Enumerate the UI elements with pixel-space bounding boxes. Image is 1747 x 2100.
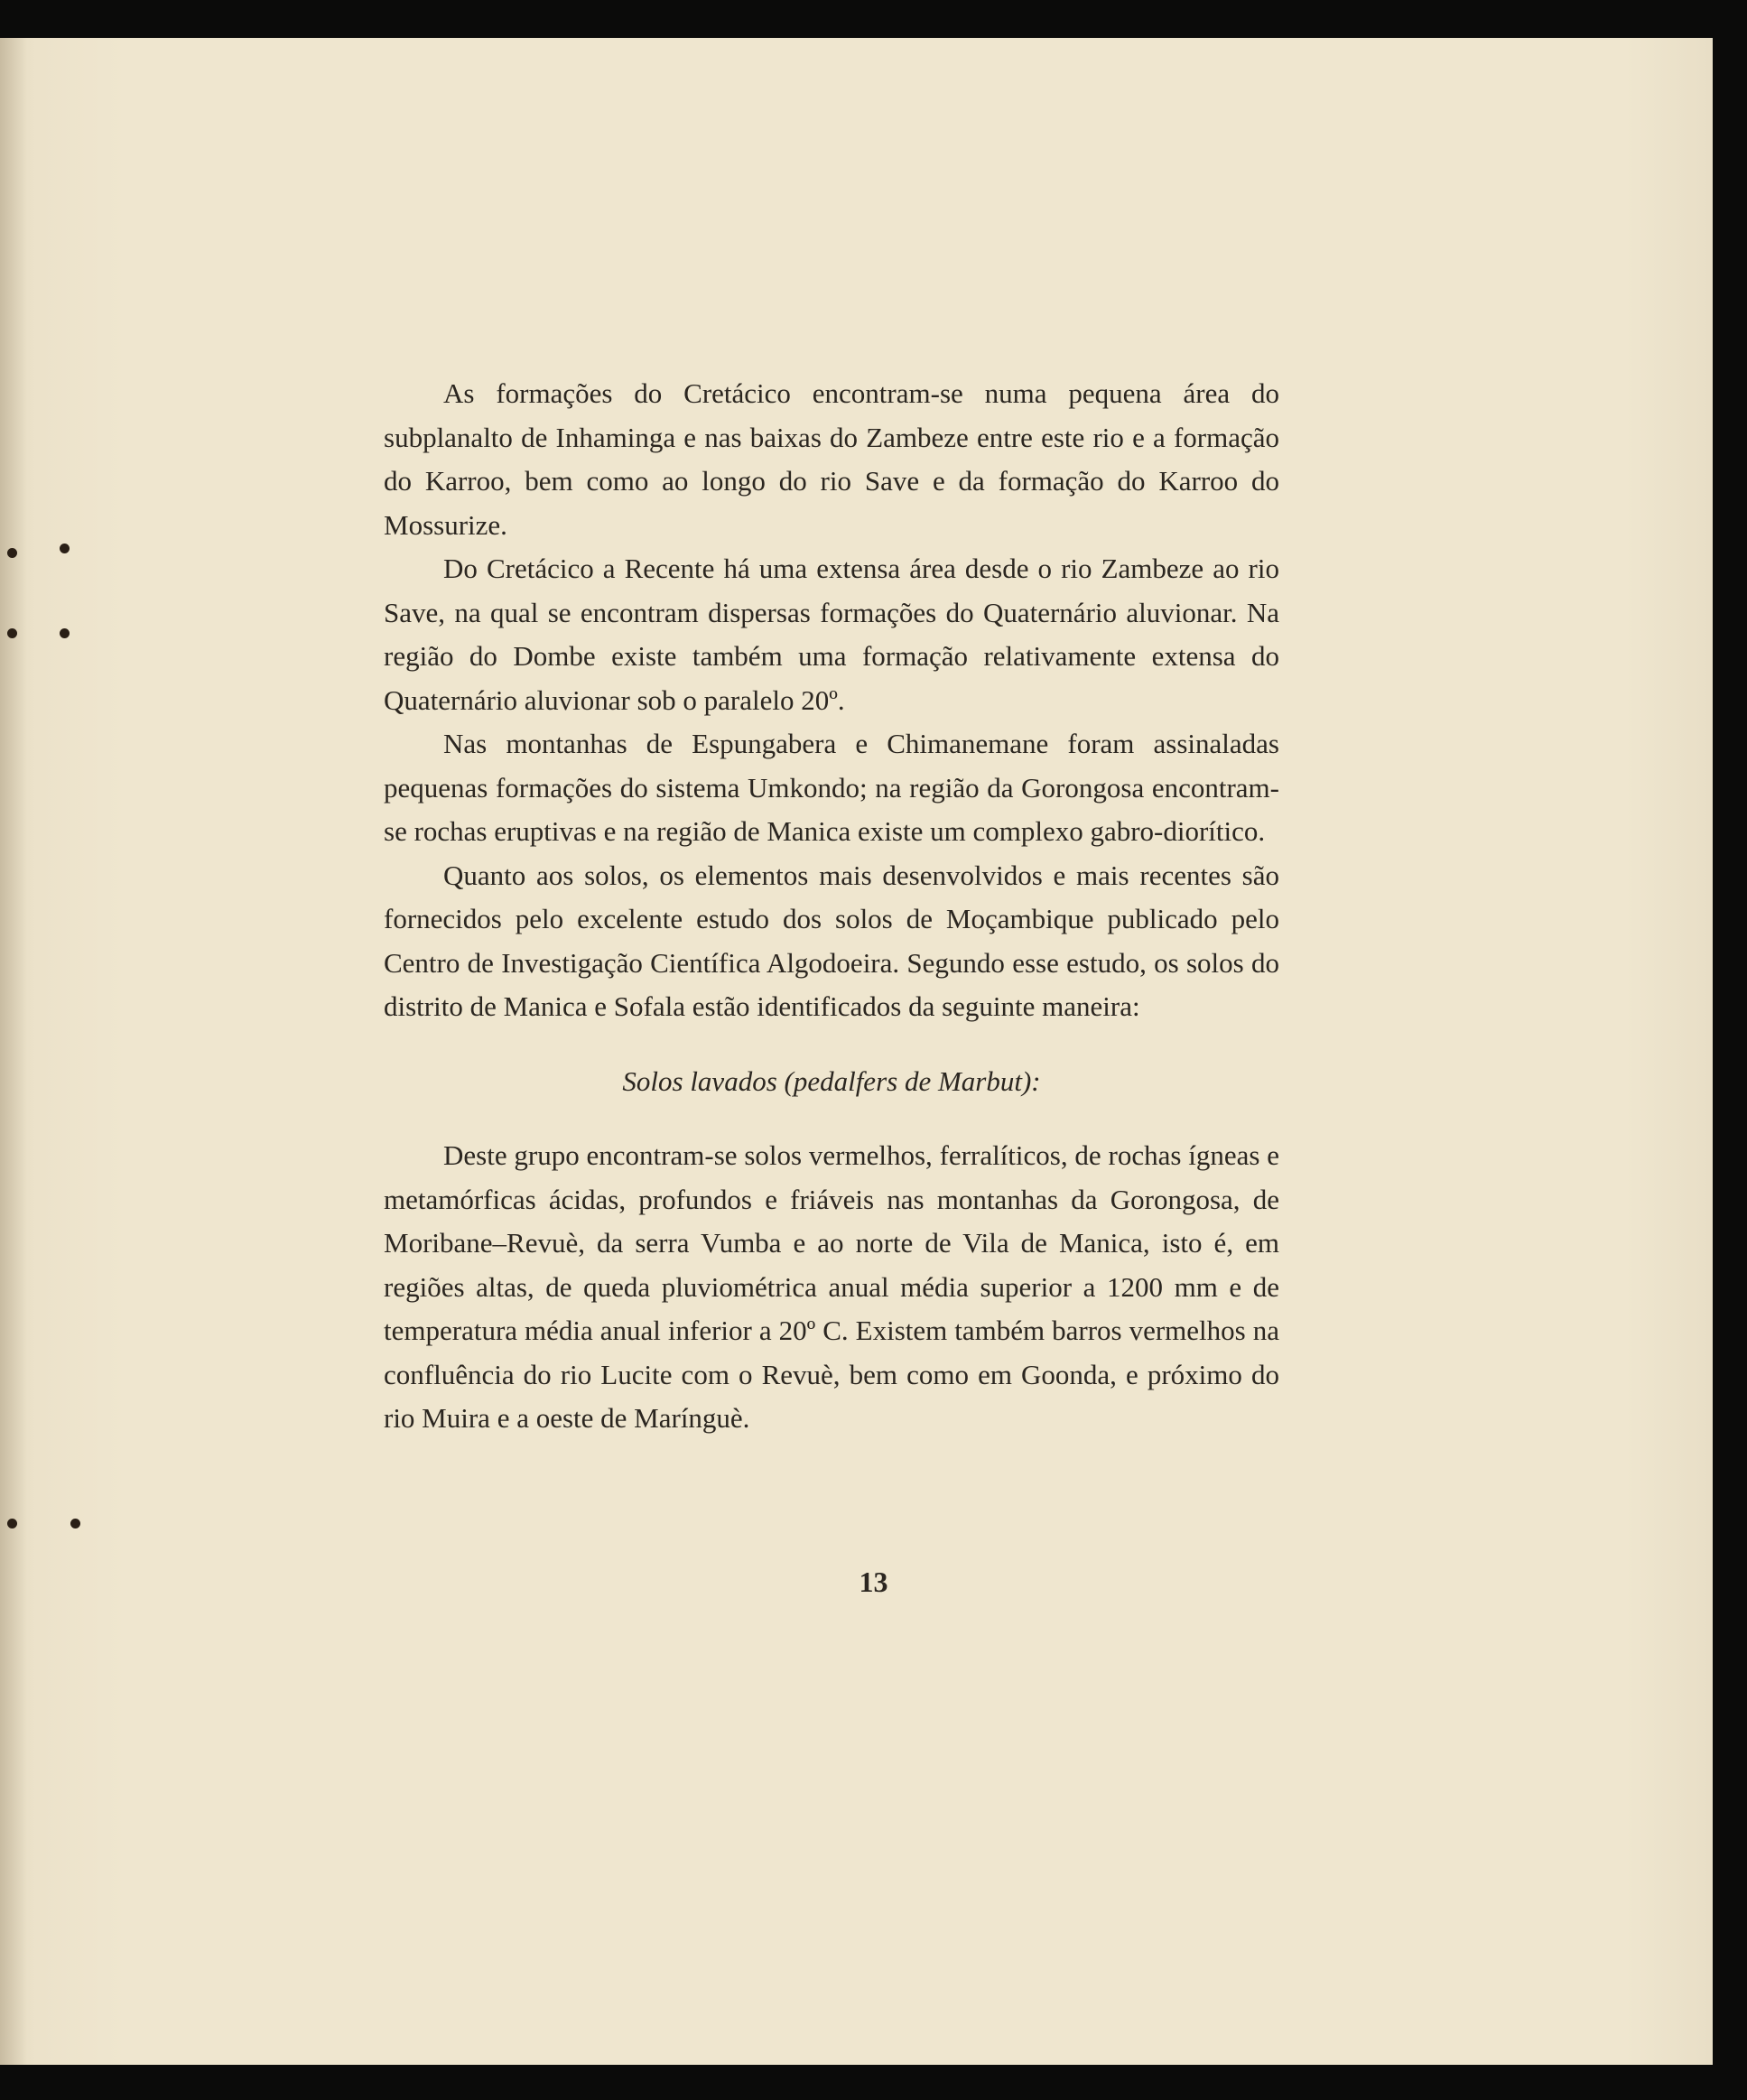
binding-hole <box>60 544 70 553</box>
book-page <box>0 38 1713 2065</box>
body-text <box>384 372 1279 1441</box>
paragraph: Do Cretácico a Recente há uma extensa área desde o rio Zambeze ao rio Save, na qual se encontram dispersas formações do Quaternário aluvionar. Na região do Dombe existe também uma formação relativamente extensa do Quaternário aluvionar sob o paralelo 20º. <box>384 553 1279 716</box>
paragraph: Deste grupo encontram-se solos vermelhos, ferralíticos, de rochas ígneas e metamórficas ácidas, profundos e friáveis nas montanhas da Gorongosa, de Moribane–Revuè, da serra Vumba e ao norte de Vila de Manica, isto é, em regiões altas, de queda pluviométrica anual média superior a 1200 mm e de temperatura média anual inferior a 20º C. Existem também barros vermelhos na confluência do rio Lucite com o Revuè, bem como em Goonda, e próximo do rio Muira e a oeste de Marínguè. <box>384 1139 1279 1434</box>
binding-hole <box>7 548 17 558</box>
paragraph: As formações do Cretácico encontram-se numa pequena área do subplanalto de Inhaminga e nas baixas do Zambeze entre este rio e a formação do Karroo, bem como ao longo do rio Save e da formação do Karroo do Mossurize. <box>384 377 1279 541</box>
paragraph: Nas montanhas de Espungabera e Chimanemane foram assinaladas pequenas formações do sistema Umkondo; na região da Gorongosa encontram-se rochas eruptivas e na região de Manica existe um complexo gabro-diorítico. <box>384 728 1279 847</box>
section-heading: Solos lavados (pedalfers de Marbut): <box>622 1064 1041 1097</box>
paragraph: Quanto aos solos, os elementos mais desenvolvidos e mais recentes são fornecidos pelo excelente estudo dos solos de Moçambique publicado pelo Centro de Investigação Científica Algodoeira. Segundo esse estudo, os solos do distrito de Manica e Sofala estão identificados da seguinte maneira: <box>384 859 1279 1022</box>
binding-shadow <box>0 38 27 2065</box>
page-number: 13 <box>859 1566 888 1598</box>
binding-hole <box>7 628 17 638</box>
binding-hole <box>7 1519 17 1529</box>
binding-hole <box>70 1519 80 1529</box>
binding-hole <box>60 628 70 638</box>
